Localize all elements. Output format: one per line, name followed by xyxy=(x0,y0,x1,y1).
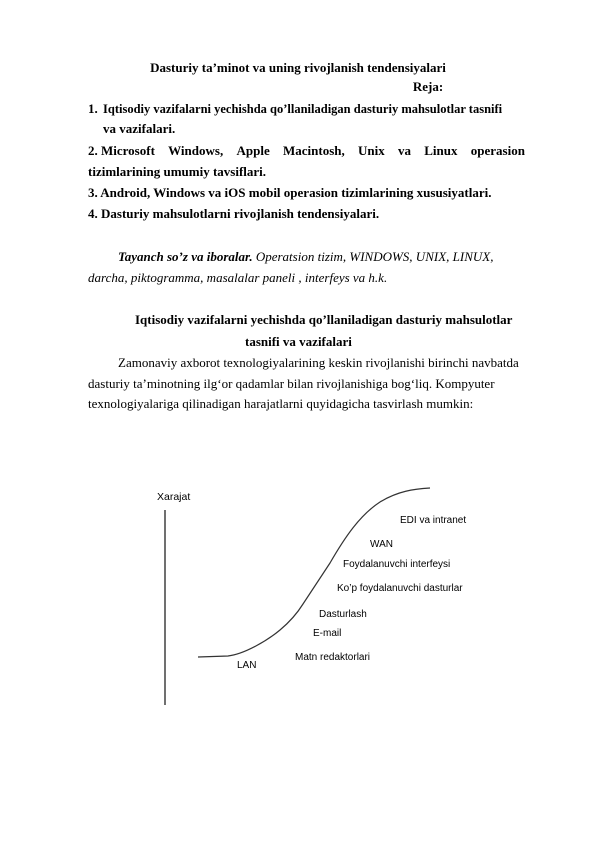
label-edi-intranet: EDI va intranet xyxy=(400,515,467,526)
plan-item-2-word: va xyxy=(398,143,411,158)
label-multiuser-programs: Ko’p foydalanuvchi dasturlar xyxy=(337,583,463,594)
section-heading-line-1: Iqtisodiy vazifalarni yechishda qo’llaniladigan dasturiy mahsulotlar xyxy=(135,312,513,327)
plan-item-2-word: Linux xyxy=(424,143,458,158)
plan-item-2-word: Macintosh, xyxy=(282,143,345,158)
plan-item-1-continuation: va vazifalari. xyxy=(103,121,176,136)
plan-item-2-word: Unix xyxy=(358,143,385,158)
plan-label: Reja: xyxy=(412,79,444,94)
label-wan: WAN xyxy=(370,539,393,550)
paragraph-line-3: texnologiyalariga qilinadigan harajatlarni quyidagicha tasvirlash mumkin: xyxy=(88,396,474,411)
plan-item-2-word: 2. Microsoft xyxy=(88,143,155,158)
keywords-text: Operatsion tizim, WINDOWS, UNIX, LINUX, xyxy=(252,249,494,264)
paragraph-line-2: dasturiy ta’minotning ilg‘or qadamlar bilan rivojlanishiga bog‘liq. Kompyuter xyxy=(88,376,495,391)
keywords-label: Tayanch so’z va iboralar. xyxy=(118,249,253,264)
label-programming: Dasturlash xyxy=(319,609,367,620)
label-user-interface: Foydalanuvchi interfeysi xyxy=(343,559,451,570)
plan-item-4: 4. Dasturiy mahsulotlarni rivojlanish tendensiyalari. xyxy=(88,206,380,221)
paragraph-line-1: Zamonaviy axborot texnologiyalarining keskin rivojlanishi birinchi navbatda xyxy=(118,355,519,370)
plan-item-2-word: Windows, xyxy=(168,143,224,158)
plan-item-3: 3. Android, Windows va iOS mobil operasion tizimlarining xususiyatlari. xyxy=(88,185,492,200)
plan-item-2-word: operasion xyxy=(470,143,525,158)
plan-item-1-number: 1. xyxy=(88,101,98,116)
section-heading-line-2: tasnifi va vazifalari xyxy=(245,334,352,349)
plan-item-1-text: Iqtisodiy vazifalarni yechishda qo’llaniladigan dasturiy mahsulotlar tasnifi xyxy=(103,102,503,116)
y-axis-label: Xarajat xyxy=(157,491,191,503)
document-title: Dasturiy ta’minot va uning rivojlanish tendensiyalari xyxy=(150,60,446,75)
plan-item-2-continuation: tizimlarining umumiy tavsiflari. xyxy=(88,164,267,179)
plan-item-2-word: Apple xyxy=(236,143,270,158)
label-lan: LAN xyxy=(237,660,257,671)
keywords-line-2: darcha, piktogramma, masalalar paneli , interfeys va h.k. xyxy=(88,270,388,285)
label-email: E-mail xyxy=(313,628,342,639)
label-text-editors: Matn redaktorlari xyxy=(295,652,371,663)
